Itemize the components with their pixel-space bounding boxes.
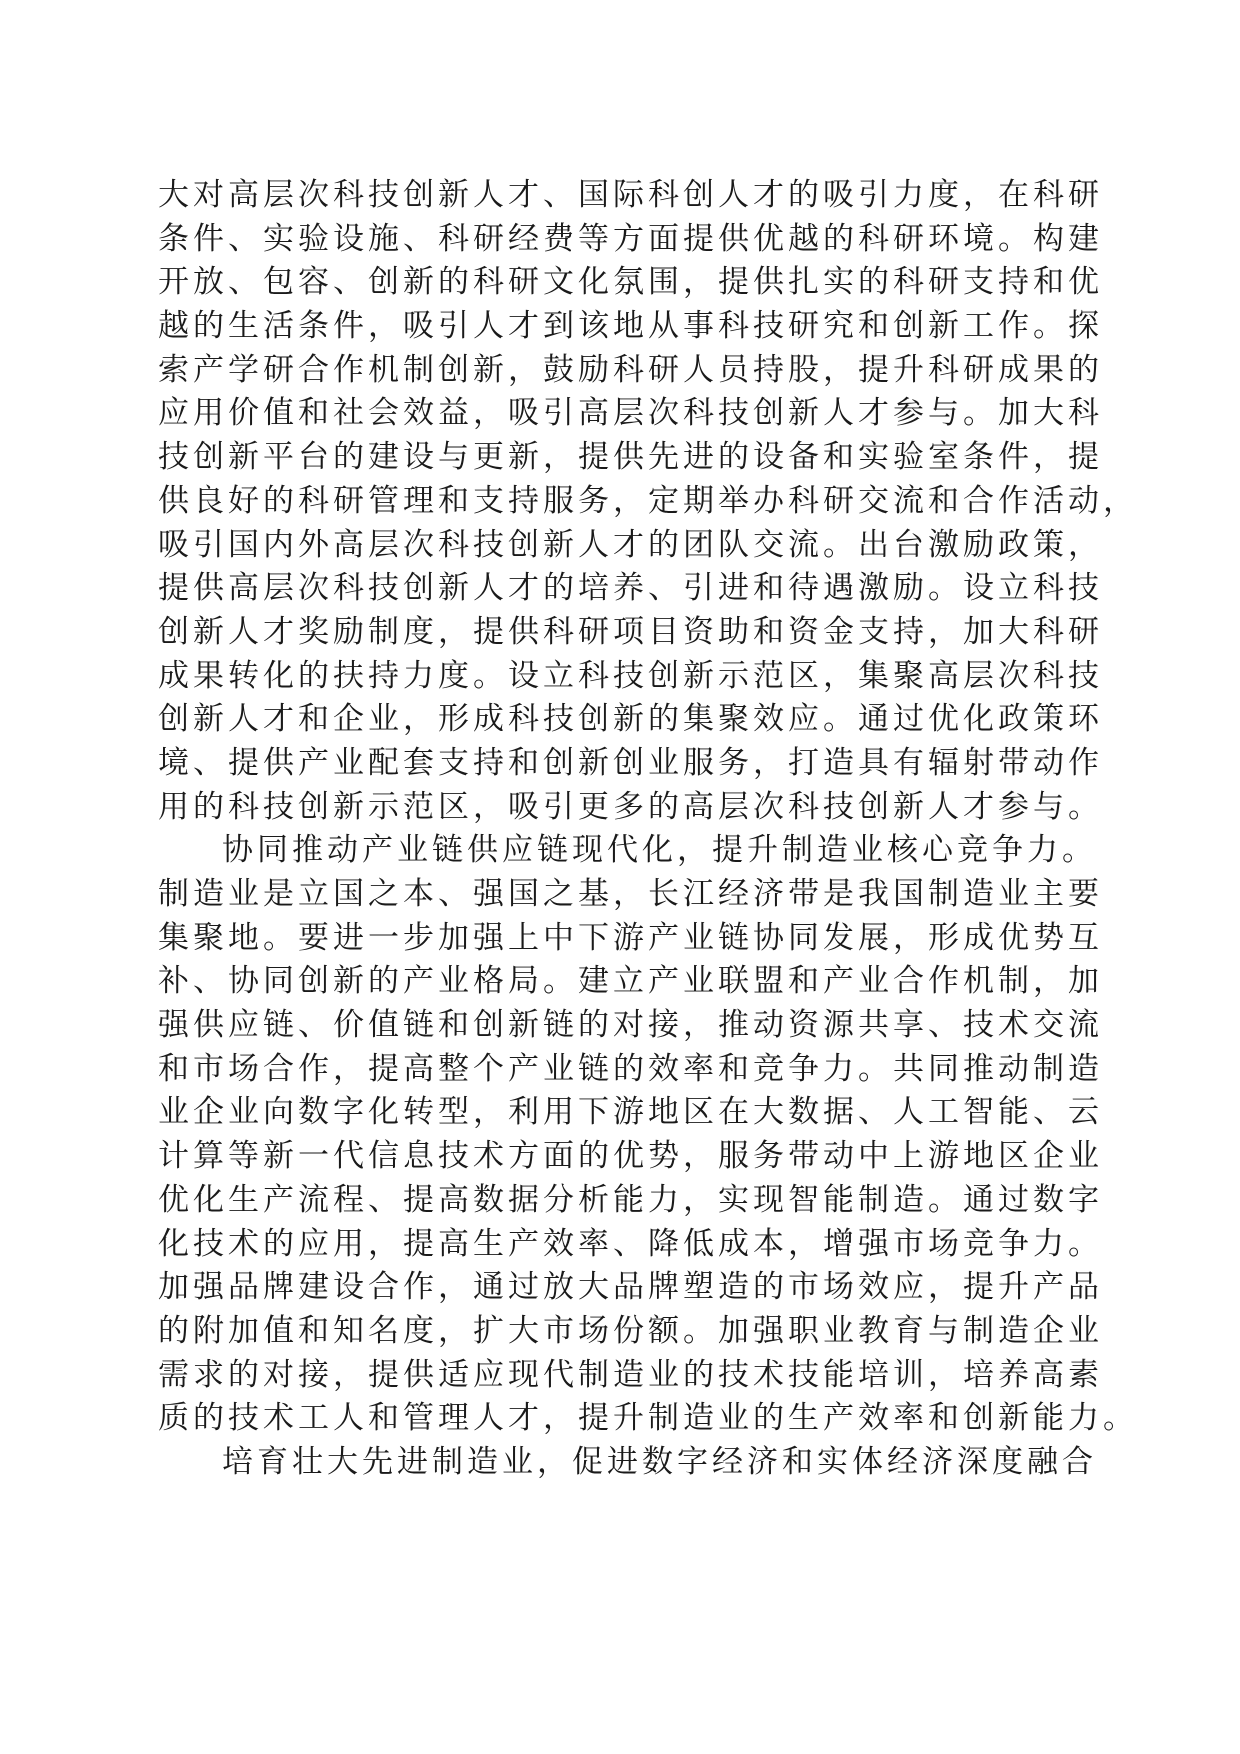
text-line: 大对高层次科技创新人才、国际科创人才的吸引力度，在科研 [158,177,1103,213]
text-line: 应用价值和社会效益，吸引高层次科技创新人才参与。加大科 [158,395,1103,432]
text-line: 质的技术工人和管理人才，提升制造业的生产效率和创新能力。 [158,1400,1138,1437]
text-line: 提供高层次科技创新人才的培养、引进和待遇激励。设立科技 [158,570,1103,607]
text-line: 索产学研合作机制创新，鼓励科研人员持股，提升科研成果的 [158,351,1103,388]
text-line: 制造业是立国之本、强国之基，长江经济带是我国制造业主要 [158,876,1103,912]
text-line: 和市场合作，提高整个产业链的效率和竞争力。共同推动制造 [158,1050,1103,1087]
text-line: 创新人才和企业，形成科技创新的集聚效应。通过优化政策环 [158,701,1103,738]
text-line: 优化生产流程、提高数据分析能力，实现智能制造。通过数字 [158,1181,1103,1218]
text-line: 业企业向数字化转型，利用下游地区在大数据、人工智能、云 [158,1094,1103,1131]
text-line: 创新人才奖励制度，提供科研项目资助和资金支持，加大科研 [158,613,1103,650]
paragraph-first-line: 协同推动产业链供应链现代化，提升制造业核心竞争力。 [222,832,1097,869]
text-line: 补、协同创新的产业格局。建立产业联盟和产业合作机制，加 [158,963,1103,1000]
text-line: 境、提供产业配套支持和创新创业服务，打造具有辐射带动作 [158,744,1103,781]
paragraph-first-line: 培育壮大先进制造业，促进数字经济和实体经济深度融合 [222,1443,1097,1480]
text-line: 集聚地。要进一步加强上中下游产业链协同发展，形成优势互 [158,919,1103,956]
text-line: 条件、实验设施、科研经费等方面提供优越的科研环境。构建 [158,220,1103,257]
text-line: 吸引国内外高层次科技创新人才的团队交流。出台激励政策， [158,526,1103,563]
text-line: 化技术的应用，提高生产效率、降低成本，增强市场竞争力。 [158,1225,1103,1262]
text-line: 的附加值和知名度，扩大市场份额。加强职业教育与制造企业 [158,1312,1103,1349]
text-line: 需求的对接，提供适应现代制造业的技术技能培训，培养高素 [158,1356,1103,1393]
body-text [158,174,1138,1485]
text-line: 用的科技创新示范区，吸引更多的高层次科技创新人才参与。 [158,788,1103,825]
text-line: 成果转化的扶持力度。设立科技创新示范区，集聚高层次科技 [158,657,1103,694]
text-line: 开放、包容、创新的科研文化氛围，提供扎实的科研支持和优 [158,264,1103,301]
text-line: 技创新平台的建设与更新，提供先进的设备和实验室条件，提 [158,439,1103,476]
text-line: 强供应链、价值链和创新链的对接，推动资源共享、技术交流 [158,1007,1103,1044]
text-line: 加强品牌建设合作，通过放大品牌塑造的市场效应，提升产品 [158,1269,1103,1306]
text-line: 越的生活条件，吸引人才到该地从事科技研究和创新工作。探 [158,308,1103,345]
text-line: 供良好的科研管理和支持服务，定期举办科研交流和合作活动， [158,482,1138,519]
text-line: 计算等新一代信息技术方面的优势，服务带动中上游地区企业 [158,1138,1103,1175]
